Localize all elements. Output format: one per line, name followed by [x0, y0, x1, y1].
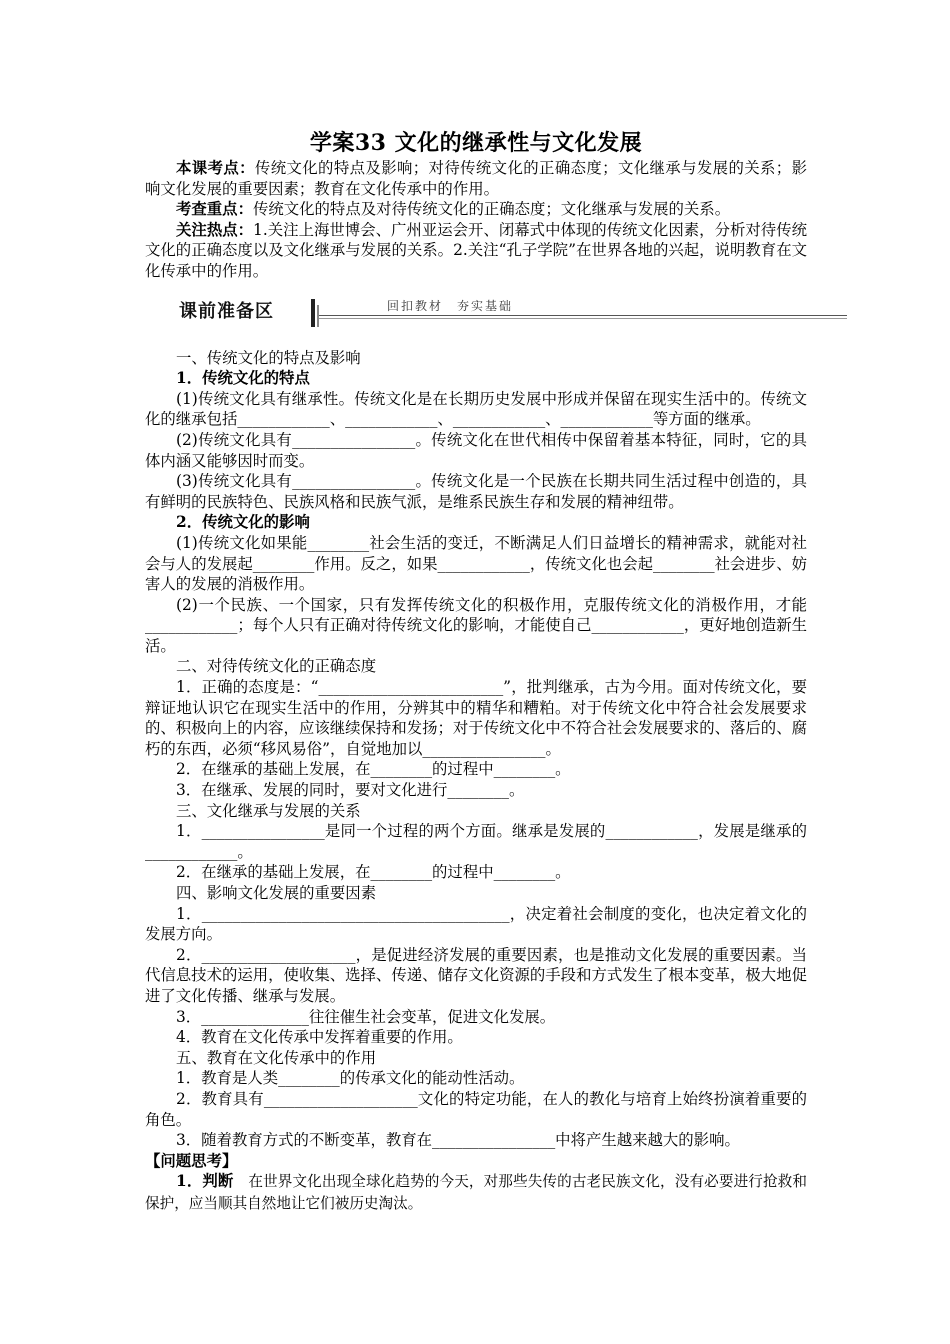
body-paragraph	[145, 1171, 807, 1214]
body-paragraph	[145, 533, 807, 595]
body-paragraph	[145, 801, 807, 822]
paragraph-text: 一、传统文化的特点及影响	[176, 348, 361, 367]
body-paragraph	[145, 1151, 807, 1172]
paragraph-text: (1)传统文化具有继承性。传统文化是在长期历史发展中形成并保留在现实生活中的。传统文化的继承包括____________、____________、____________、____________等方面的继承。	[145, 389, 807, 429]
banner-divider	[311, 299, 315, 327]
paragraph-text: 五、教育在文化传承中的作用	[176, 1048, 377, 1067]
paragraph-text: (2)一个民族、一个国家，只有发挥传统文化的积极作用，克服传统文化的消极作用，才能____________；每个人只有正确对待传统文化的影响，才能使自己____________，更好地创造新生活。	[145, 595, 807, 655]
paragraph-text: 1．________________________________________，决定着社会制度的变化，也决定着文化的发展方向。	[145, 904, 807, 944]
banner-rule-thin	[319, 318, 847, 319]
paragraph-text: 3．随着教育方式的不断变革，教育在________________中将产生越来越大的影响。	[176, 1131, 740, 1150]
paragraph-text: (3)传统文化具有________________。传统文化是一个民族在长期共同生活过程中创造的，具有鲜明的民族特色、民族风格和民族气派，是维系民族生存和发展的精神纽带。	[145, 472, 807, 511]
paragraph-text: 4．教育在文化传承中发挥着重要的作用。	[176, 1028, 463, 1047]
worksheet-body	[145, 348, 807, 1215]
paragraph-text: 2．在继承的基础上发展，在________的过程中________。	[176, 760, 571, 779]
zhongdian-label: 考查重点：	[176, 200, 253, 219]
paragraph-text: 3．在继承、发展的同时，要对文化进行________。	[176, 781, 525, 800]
body-paragraph	[145, 677, 807, 759]
body-paragraph	[145, 656, 807, 677]
body-paragraph	[145, 904, 807, 945]
body-paragraph	[145, 1007, 807, 1028]
paragraph-text: (1)传统文化如果能________社会生活的变迁，不断满足人们日益增长的精神需求，就能对社会与人的发展起________作用。反之，如果____________，传统文化也会起________社会进步、妨害人的发展的消极作用。	[145, 533, 807, 594]
body-paragraph	[145, 368, 807, 389]
intro-kaodian	[145, 158, 807, 199]
paragraph-text: 2．教育具有____________________文化的特定功能，在人的教化与培育上始终扮演着重要的角色。	[145, 1089, 807, 1129]
body-paragraph	[145, 471, 807, 512]
body-paragraph	[145, 1027, 807, 1048]
banner-subtitle: 回扣教材 夯实基础	[387, 298, 514, 313]
body-paragraph	[145, 821, 807, 862]
body-paragraph	[145, 1130, 807, 1151]
body-paragraph	[145, 1089, 807, 1130]
banner-label: 课前准备区	[179, 300, 274, 322]
body-paragraph	[145, 389, 807, 430]
body-paragraph	[145, 780, 807, 801]
paragraph-text: 1．传统文化的特点	[176, 369, 310, 388]
paragraph-text: 2．传统文化的影响	[176, 513, 310, 532]
redian-label: 关注热点：	[176, 220, 254, 239]
intro-redian	[145, 220, 807, 282]
body-paragraph	[145, 883, 807, 904]
body-paragraph	[145, 945, 807, 1007]
paragraph-text: (2)传统文化具有________________。传统文化在世代相传中保留着基本特征，同时，它的具体内涵又能够因时而变。	[145, 430, 807, 470]
body-paragraph	[145, 759, 807, 780]
paragraph-text: 四、影响文化发展的重要因素	[176, 884, 377, 902]
kaodian-text: 传统文化的特点及影响；对待传统文化的正确态度；文化继承与发展的关系；影响文化发展的重要因素；教育在文化传承中的作用。	[145, 159, 807, 198]
body-paragraph	[145, 512, 807, 533]
zhongdian-text: 传统文化的特点及对待传统文化的正确态度；文化继承与发展的关系。	[252, 200, 731, 219]
paragraph-text: 2．____________________，是促进经济发展的重要因素，也是推动文化发展的重要因素。当代信息技术的运用，使收集、选择、传递、储存文化资源的手段和方式发生了根本变革，极大地促进了文化传播、继承与发展。	[145, 945, 807, 1005]
paragraph-text: 1．________________是同一个过程的两个方面。继承是发展的____________，发展是继承的____________。	[145, 822, 807, 861]
paragraph-text: 1．教育是人类________的传承文化的能动性活动。	[176, 1069, 525, 1088]
banner-divider-thin	[317, 305, 319, 327]
kaodian-label: 本课考点：	[176, 159, 255, 177]
body-paragraph	[145, 1048, 807, 1069]
body-paragraph	[145, 1068, 807, 1089]
question-label: 1．判断	[176, 1172, 234, 1191]
paragraph-text: 3．______________往往催生社会变革，促进文化发展。	[176, 1007, 556, 1026]
intro-section	[145, 158, 807, 282]
body-paragraph	[145, 595, 807, 657]
page-title: 学案33 文化的继承性与文化发展	[309, 130, 643, 156]
banner-rule	[319, 315, 847, 316]
question-text: 在世界文化出现全球化趋势的今天，对那些失传的古老民族文化，没有必要进行抢救和保护，应当顺其自然地让它们被历史淘汰。	[145, 1173, 807, 1212]
body-paragraph	[145, 862, 807, 883]
intro-zhongdian	[145, 199, 807, 220]
redian-text: 1.关注上海世博会、广州亚运会开、闭幕式中体现的传统文化因素，分析对待传统文化的正确态度以及文化继承与发展的关系。2.关注“孔子学院”在世界各地的兴起，说明教育在文化传承中的作用。	[145, 220, 807, 280]
paragraph-text: 二、对待传统文化的正确态度	[176, 657, 377, 676]
document-page	[145, 128, 807, 1215]
paragraph-text: 2．在继承的基础上发展，在________的过程中________。	[176, 863, 571, 882]
body-paragraph	[145, 430, 807, 471]
paragraph-text: 1．正确的态度是：“________________________”，批判继承，古为今用。面对传统文化，要辩证地认识它在现实生活中的作用，分辨其中的精华和糟粕。对于传统文化中符合社会发展要求的、积极向上的内容，应该继续保持和发扬；对于传统文化中不符合社会发展要求的、落后的、腐朽的东西，必须“移风易俗”，自觉地加以________________。	[145, 678, 807, 758]
section-banner	[143, 299, 807, 329]
paragraph-text: 【问题思考】	[145, 1151, 238, 1170]
body-paragraph	[145, 348, 807, 369]
paragraph-text: 三、文化继承与发展的关系	[176, 801, 361, 820]
spacer	[233, 1172, 248, 1190]
